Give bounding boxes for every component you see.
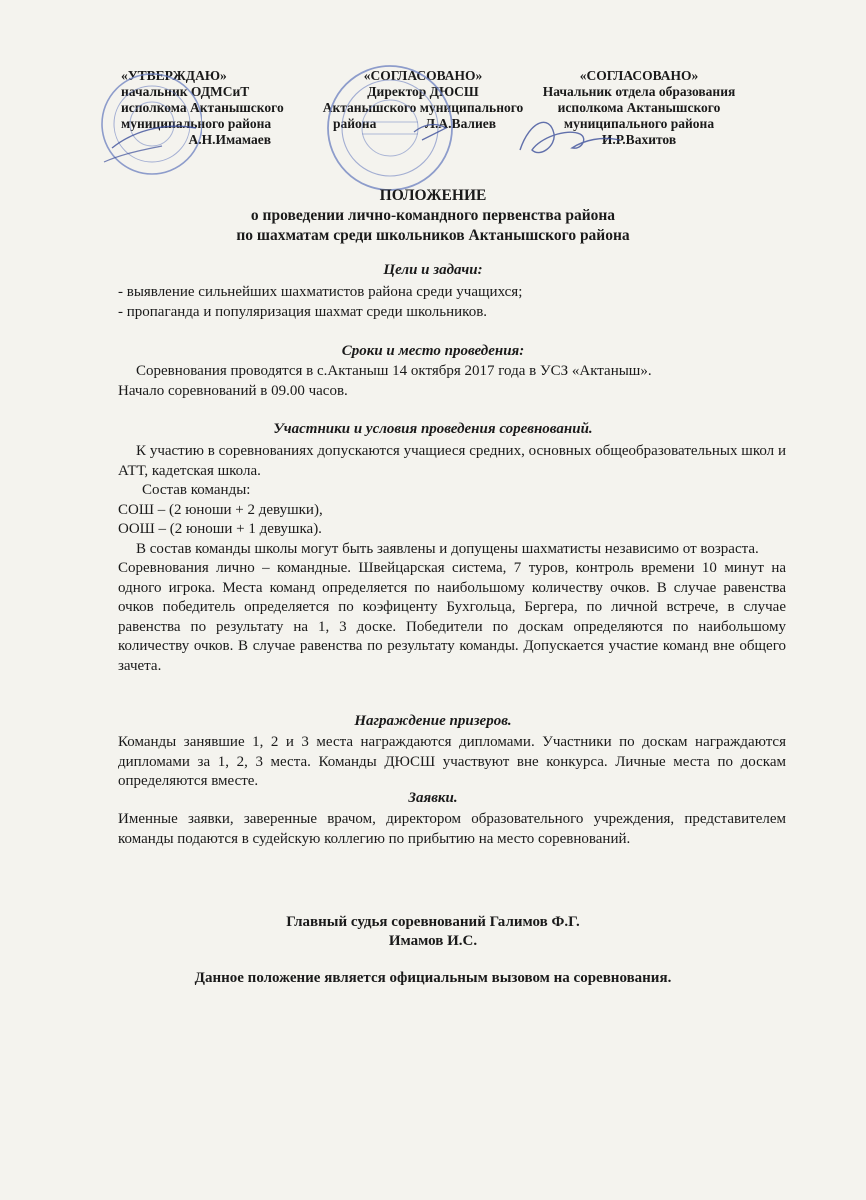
official-call-note: Данное положение является официальным вызовом на соревнования.	[194, 970, 672, 986]
approval-heading: «СОГЛАСОВАНО»	[579, 68, 699, 83]
section-goals	[118, 283, 786, 322]
section-participants	[118, 442, 786, 676]
approval-line: Актанышского муниципального	[322, 100, 524, 115]
list-item: - пропаганда и популяризация шахмат среди школьников.	[118, 303, 488, 320]
document-title: ПОЛОЖЕНИЕ	[379, 187, 487, 204]
approval-line: Директор ДЮСШ	[367, 84, 479, 99]
approval-line: исполкома Актанышского	[557, 100, 721, 115]
paragraph: К участию в соревнованиях допускаются учащиеся средних, основных общеобразовательных школ и АТТ, кадетская школа.	[118, 443, 786, 479]
section-heading-goals: Цели и задачи:	[383, 262, 483, 278]
approval-heading: «УТВЕРЖДАЮ»	[121, 68, 227, 83]
section-heading-participants: Участники и условия проведения соревнований.	[273, 421, 593, 437]
paragraph: СОШ – (2 юноши + 2 девушки),	[118, 501, 323, 518]
list-item: - выявление сильнейших шахматистов района среди учащихся;	[118, 284, 523, 300]
paragraph: Начало соревнований в 09.00 часов.	[118, 382, 348, 399]
approval-heading: «СОГЛАСОВАНО»	[363, 68, 483, 83]
section-heading-awards: Награждение призеров.	[354, 713, 512, 729]
paragraph: Команды занявшие 1, 2 и 3 места награждаются дипломами. Участники по доскам награждаются дипломами за 1, 2, 3 места. Команды ДЮСШ участвуют вне конкурса. Личные места по доскам определяются вместе.	[118, 734, 786, 789]
approval-line: Начальник отдела образования	[542, 84, 736, 99]
approval-line: исполкома Актанышского	[121, 100, 284, 115]
chief-judge-line: Главный судья соревнований Галимов Ф.Г.	[286, 914, 580, 930]
document-subtitle: по шахматам среди школьников Актанышского района	[236, 227, 630, 244]
approval-block-head	[121, 68, 311, 148]
paragraph: Состав команды:	[142, 482, 251, 498]
paragraph: Соревнования проводятся в с.Актаныш 14 октября 2017 года в УСЗ «Актаныш».	[136, 363, 652, 379]
paragraph: В состав команды школы могут быть заявлены и допущены шахматисты независимо от возраста.	[136, 540, 759, 557]
section-awards	[118, 733, 786, 792]
section-heading-applications: Заявки.	[408, 790, 458, 806]
paragraph: Именные заявки, заверенные врачом, директором образовательного учреждения, представителем команды подаются в судейскую коллегию по прибытию на место соревнований.	[118, 811, 786, 847]
approval-block-dyussh	[313, 68, 533, 132]
approval-signer: И.Р.Вахитов	[601, 132, 677, 147]
paragraph: Соревнования лично – командные. Швейцарская система, 7 туров, контроль времени 10 минут на одного игрока. Места команд определяется по наибольшому количеству очков. В случае равенства очков победитель определяется по коэфиценту Бухгольца, Бергера, по личной встрече, в случае равенства по результату на 1, 3 доске. Победители по доскам определяются по наибольшому количеству очков. В случае равенства по результату команды. Допускается участие команд вне общего зачета.	[118, 560, 786, 674]
approval-line: района	[333, 116, 377, 131]
approval-signer: А.Н.Имамаев	[188, 132, 271, 147]
section-dates	[118, 362, 786, 401]
section-applications	[118, 810, 786, 849]
judge-line: Имамов И.С.	[388, 933, 478, 949]
approval-signer: Л.А.Валиев	[425, 116, 497, 131]
approval-block-education	[534, 68, 744, 148]
section-heading-dates: Сроки и место проведения:	[341, 343, 525, 359]
approval-line: муниципального района	[121, 116, 272, 131]
approval-line: муниципального района	[563, 116, 715, 131]
paragraph: ООШ – (2 юноши + 1 девушка).	[118, 521, 322, 537]
document-subtitle: о проведении лично-командного первенства района	[250, 207, 616, 224]
approval-line: начальник ОДМСиТ	[121, 84, 250, 99]
